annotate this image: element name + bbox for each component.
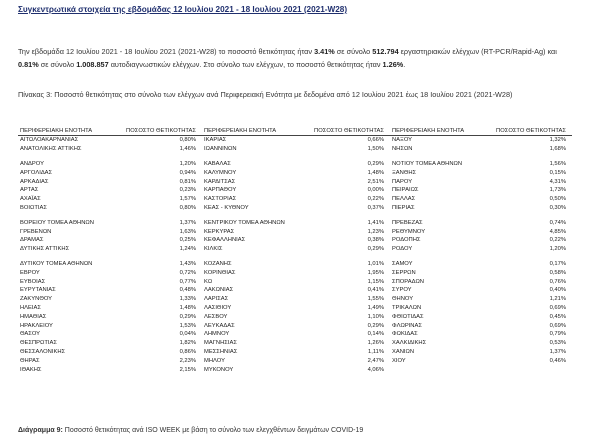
positivity-cell: 1,95%	[367, 269, 384, 276]
region-name-cell: ΣΥΡΟΥ	[392, 287, 412, 294]
positivity-cell: 0,30%	[549, 204, 566, 211]
positivity-cell: 0,58%	[549, 269, 566, 276]
positivity-cell: 0,50%	[549, 196, 566, 203]
region-name-cell: ΔΥΤΙΚΗΣ ΑΤΤΙΚΗΣ	[20, 246, 70, 253]
table-row	[18, 177, 572, 186]
total-self-tests: 1.008.857	[76, 60, 109, 69]
region-name-cell: ΣΠΟΡΑΔΩΝ	[392, 278, 424, 285]
region-name-cell: ΕΥΡΥΤΑΝΙΑΣ	[20, 287, 56, 294]
positivity-cell: 0,79%	[549, 331, 566, 338]
region-name-cell: ΘΕΣΣΑΛΟΝΙΚΗΣ	[20, 348, 66, 355]
table-row	[18, 218, 572, 227]
region-name-cell: ΦΩΚΙΔΑΣ	[392, 331, 418, 338]
region-name-cell: ΚΟΡΙΝΘΙΑΣ	[204, 269, 236, 276]
region-name-cell: ΔΡΑΜΑΣ	[20, 237, 44, 244]
positivity-cell: 1,11%	[367, 348, 384, 355]
region-name-cell: ΛΗΜΝΟΥ	[204, 331, 230, 338]
region-name-cell: ΡΟΔΟΥ	[392, 246, 413, 253]
table-row	[18, 312, 572, 321]
region-name-cell: ΚΕΦΑΛΛΗΝΙΑΣ	[204, 237, 246, 244]
header-positivity-2: ΠΟΣΟΣΤΟ ΘΕΤΙΚΟΤΗΤΑΣ	[306, 126, 390, 136]
positivity-cell: 1,46%	[179, 146, 196, 153]
region-name-cell: ΚΑΛΥΜΝΟΥ	[204, 169, 237, 176]
regions-positivity-table	[18, 126, 572, 374]
region-name-cell: ΠΙΕΡΙΑΣ	[392, 204, 415, 211]
region-name-cell	[390, 365, 494, 374]
positivity-cell	[494, 365, 572, 374]
positivity-cell: 1,82%	[179, 340, 196, 347]
region-name-cell: ΛΑΚΩΝΙΑΣ	[204, 287, 234, 294]
region-name-cell: ΞΑΝΘΗΣ	[392, 169, 417, 176]
intro-text-1: Την εβδομάδα 12 Ιουλίου 2021 - 18 Ιουλίου 2021 (2021-W28) το ποσοστό θετικότητας ήταν	[18, 47, 315, 56]
positivity-cell: 0,66%	[367, 137, 384, 144]
region-name-cell: ΙΚΑΡΙΑΣ	[204, 137, 227, 144]
diagram-caption	[18, 427, 363, 434]
table-row	[18, 260, 572, 269]
region-name-cell: ΑΧΑΪΑΣ	[20, 196, 41, 203]
region-name-cell: ΑΡΚΑΔΙΑΣ	[20, 178, 49, 185]
positivity-cell: 1,23%	[367, 228, 384, 235]
table-row	[18, 286, 572, 295]
positivity-cell: 1,63%	[179, 228, 196, 235]
region-name-cell: ΘΗΡΑΣ	[20, 357, 40, 364]
positivity-cell: 0,40%	[549, 287, 566, 294]
table-row	[18, 365, 572, 374]
diagram-label: Διάγραμμα 9:	[18, 427, 63, 434]
positivity-cell: 0,15%	[549, 169, 566, 176]
positivity-cell: 1,55%	[367, 296, 384, 303]
region-name-cell: ΘΑΣΟΥ	[20, 331, 41, 338]
positivity-cell: 1,48%	[367, 169, 384, 176]
intro-text-6: .	[403, 60, 406, 69]
intro-text-2: σε σύνολο	[334, 47, 373, 56]
positivity-cell: 0,22%	[549, 237, 566, 244]
region-name-cell: ΠΕΙΡΑΙΩΣ	[392, 187, 419, 194]
region-name-cell: ΦΛΩΡΙΝΑΣ	[392, 322, 422, 329]
region-name-cell: ΚΩ	[204, 278, 213, 285]
table-row	[18, 236, 572, 245]
region-name-cell: ΠΑΡΟΥ	[392, 178, 413, 185]
region-name-cell: ΝΟΤΙΟΥ ΤΟΜΕΑ ΑΘΗΝΩΝ	[392, 160, 463, 167]
positivity-cell: 1,10%	[367, 313, 384, 320]
region-name-cell: ΤΡΙΚΑΛΩΝ	[392, 304, 422, 311]
region-name-cell: ΚΕΡΚΥΡΑΣ	[204, 228, 235, 235]
region-name-cell: ΚΕΑΣ - ΚΥΘΝΟΥ	[204, 204, 249, 211]
region-name-cell: ΒΟΙΩΤΙΑΣ	[20, 204, 47, 211]
region-name-cell: ΕΥΒΟΙΑΣ	[20, 278, 46, 285]
positivity-cell: 0,74%	[549, 219, 566, 226]
total-pcr-tests: 512.794	[372, 47, 399, 56]
table-row	[18, 136, 572, 145]
positivity-cell: 0,69%	[549, 322, 566, 329]
region-name-cell: ΛΕΣΒΟΥ	[204, 313, 228, 320]
positivity-cell: 0,29%	[179, 313, 196, 320]
table-row	[18, 321, 572, 330]
positivity-cell: 2,51%	[367, 178, 384, 185]
header-region-3: ΠΕΡΙΦΕΡΕΙΑΚΗ ΕΝΟΤΗΤΑ	[390, 126, 494, 136]
table-row	[18, 168, 572, 177]
region-name-cell: ΡΟΔΟΠΗΣ	[392, 237, 421, 244]
positivity-cell: 0,46%	[549, 357, 566, 364]
table-row	[18, 195, 572, 204]
positivity-cell: 1,15%	[367, 278, 384, 285]
table-row	[18, 356, 572, 365]
positivity-cell: 1,20%	[179, 160, 196, 167]
region-name-cell: ΑΡΤΑΣ	[20, 187, 39, 194]
region-name-cell: ΘΗΝΟΥ	[392, 296, 414, 303]
positivity-cell: 1,41%	[367, 219, 384, 226]
table-row	[18, 145, 572, 154]
table-body	[18, 136, 572, 374]
positivity-cell: 0,29%	[367, 322, 384, 329]
region-name-cell: ΚΑΣΤΟΡΙΑΣ	[204, 196, 237, 203]
positivity-cell: 0,37%	[367, 204, 384, 211]
region-name-cell: ΚΑΒΑΛΑΣ	[204, 160, 231, 167]
region-name-cell: ΔΥΤΙΚΟΥ ΤΟΜΕΑ ΑΘΗΝΩΝ	[20, 260, 93, 267]
positivity-cell: 2,23%	[179, 357, 196, 364]
page-heading: Συγκεντρωτικά στοιχεία της εβδομάδας 12 Ιουλίου 2021 - 18 Ιουλίου 2021 (2021-W28)	[18, 5, 348, 14]
table-header-row	[18, 126, 572, 136]
positivity-cell: 0,23%	[179, 187, 196, 194]
positivity-cell: 0,94%	[179, 169, 196, 176]
positivity-cell: 0,69%	[549, 304, 566, 311]
region-name-cell: ΛΕΥΚΑΔΑΣ	[204, 322, 235, 329]
diagram-text: Ποσοστό θετικότητας ανά ISO WEEK με βάση το σύνολο των ελεγχθέντων δειγμάτων COVID-19	[62, 427, 364, 434]
positivity-cell: 1,01%	[367, 260, 384, 267]
positivity-cell: 4,31%	[549, 178, 566, 185]
region-name-cell: ΘΕΣΠΡΩΤΙΑΣ	[20, 340, 57, 347]
positivity-cell: 1,21%	[549, 296, 566, 303]
positivity-cell: 0,48%	[179, 287, 196, 294]
positivity-pcr: 3.41%	[314, 47, 335, 56]
region-name-cell: ΑΙΤΩΛΟΑΚΑΡΝΑΝΙΑΣ	[20, 137, 79, 144]
header-positivity-3: ΠΟΣΟΣΤΟ ΘΕΤΙΚΟΤΗΤΑΣ	[494, 126, 572, 136]
positivity-cell: 1,49%	[367, 304, 384, 311]
region-name-cell: ΝΗΣΩΝ	[392, 146, 413, 153]
positivity-cell: 0,14%	[367, 331, 384, 338]
region-name-cell: ΜΗΛΟΥ	[204, 357, 225, 364]
region-name-cell: ΙΘΑΚΗΣ	[20, 366, 42, 373]
region-name-cell: ΑΝΔΡΟΥ	[20, 160, 44, 167]
header-region-1: ΠΕΡΙΦΕΡΕΙΑΚΗ ΕΝΟΤΗΤΑ	[18, 126, 122, 136]
positivity-cell: 0,38%	[367, 237, 384, 244]
table-row	[18, 245, 572, 254]
region-name-cell: ΧΑΛΚΙΔΙΚΗΣ	[392, 340, 427, 347]
table-row	[18, 330, 572, 339]
intro-text-4: σε σύνολο	[38, 60, 77, 69]
positivity-cell: 1,24%	[179, 246, 196, 253]
positivity-total: 1.26%	[382, 60, 404, 69]
positivity-cell: 1,48%	[179, 304, 196, 311]
region-name-cell: ΗΜΑΘΙΑΣ	[20, 313, 47, 320]
header-positivity-1: ΠΟΣΟΣΤΟ ΘΕΤΙΚΟΤΗΤΑΣ	[122, 126, 202, 136]
positivity-cell: 1,73%	[549, 187, 566, 194]
table-row	[18, 268, 572, 277]
region-name-cell: ΣΑΜΟΥ	[392, 260, 413, 267]
table-row	[18, 295, 572, 304]
region-name-cell: ΚΕΝΤΡΙΚΟΥ ΤΟΜΕΑ ΑΘΗΝΩΝ	[204, 219, 285, 226]
intro-paragraph	[18, 45, 558, 71]
positivity-cell: 1,33%	[179, 296, 196, 303]
positivity-cell: 0,29%	[367, 246, 384, 253]
region-name-cell: ΠΡΕΒΕΖΑΣ	[392, 219, 423, 226]
positivity-cell: 0,04%	[179, 331, 196, 338]
positivity-cell: 0,81%	[179, 178, 196, 185]
positivity-cell: 1,43%	[179, 260, 196, 267]
region-name-cell: ΜΑΓΝΗΣΙΑΣ	[204, 340, 237, 347]
region-name-cell: ΠΕΛΛΑΣ	[392, 196, 416, 203]
positivity-cell: 0,53%	[549, 340, 566, 347]
region-name-cell: ΜΕΣΣΗΝΙΑΣ	[204, 348, 238, 355]
positivity-cell: 0,80%	[179, 204, 196, 211]
region-name-cell: ΑΝΑΤΟΛΙΚΗΣ ΑΤΤΙΚΗΣ	[20, 146, 82, 153]
intro-text-3: εργαστηριακών ελέγχων (RT-PCR/Rapid-Ag) και	[398, 47, 557, 56]
positivity-cell: 0,72%	[179, 269, 196, 276]
positivity-cell: 0,80%	[179, 137, 196, 144]
region-name-cell: ΚΑΡΔΙΤΣΑΣ	[204, 178, 236, 185]
positivity-cell: 0,29%	[367, 160, 384, 167]
positivity-cell: 0,17%	[549, 260, 566, 267]
region-name-cell: ΖΑΚΥΝΘΟΥ	[20, 296, 53, 303]
region-name-cell: ΣΕΡΡΩΝ	[392, 269, 416, 276]
positivity-cell: 2,47%	[367, 357, 384, 364]
positivity-cell: 1,50%	[367, 146, 384, 153]
positivity-cell: 1,37%	[179, 219, 196, 226]
positivity-cell: 1,26%	[367, 340, 384, 347]
region-name-cell: ΛΑΣΙΘΙΟΥ	[204, 304, 232, 311]
region-name-cell: ΒΟΡΕΙΟΥ ΤΟΜΕΑ ΑΘΗΝΩΝ	[20, 219, 94, 226]
region-name-cell: ΡΕΘΥΜΝΟΥ	[392, 228, 426, 235]
positivity-cell: 1,53%	[179, 322, 196, 329]
positivity-cell: 0,00%	[367, 187, 384, 194]
positivity-cell: 4,06%	[367, 366, 384, 373]
intro-text-5: αυτοδιαγνωστικών ελέγχων. Στο σύνολο των ελέγχων, το ποσοστό θετικότητας ήταν	[108, 60, 383, 69]
table-row	[18, 160, 572, 169]
table-caption: Πίνακας 3: Ποσοστό θετικότητας στο σύνολο των ελέγχων ανά Περιφερειακή Ενότητα με δεδομένα από 12 Ιουλίου 2021 έως 18 Ιουλίου 2021 (2021-W28)	[18, 90, 513, 99]
region-name-cell: ΝΑΞΟΥ	[392, 137, 413, 144]
positivity-cell: 0,77%	[179, 278, 196, 285]
region-name-cell: ΚΑΡΠΑΘΟΥ	[204, 187, 237, 194]
positivity-cell: 0,45%	[549, 313, 566, 320]
positivity-cell: 4,85%	[549, 228, 566, 235]
region-name-cell: ΑΡΓΟΛΙΔΑΣ	[20, 169, 53, 176]
region-name-cell: ΚΟΖΑΝΗΣ	[204, 260, 232, 267]
region-name-cell: ΙΩΑΝΝΙΝΩΝ	[204, 146, 237, 153]
region-name-cell: ΚΙΛΚΙΣ	[204, 246, 223, 253]
positivity-cell: 1,32%	[549, 137, 566, 144]
table-row	[18, 339, 572, 348]
positivity-cell: 2,15%	[179, 366, 196, 373]
region-name-cell: ΧΙΟΥ	[392, 357, 406, 364]
header-region-2: ΠΕΡΙΦΕΡΕΙΑΚΗ ΕΝΟΤΗΤΑ	[202, 126, 306, 136]
positivity-cell: 1,57%	[179, 196, 196, 203]
table-row	[18, 277, 572, 286]
positivity-cell: 1,68%	[549, 146, 566, 153]
positivity-cell: 0,41%	[367, 287, 384, 294]
region-name-cell: ΕΒΡΟΥ	[20, 269, 40, 276]
table-row	[18, 204, 572, 213]
region-name-cell: ΓΡΕΒΕΝΩΝ	[20, 228, 52, 235]
positivity-cell: 1,56%	[549, 160, 566, 167]
positivity-cell: 0,76%	[549, 278, 566, 285]
region-name-cell: ΗΡΑΚΛΕΙΟΥ	[20, 322, 53, 329]
region-name-cell: ΛΑΡΙΣΑΣ	[204, 296, 229, 303]
positivity-cell: 0,86%	[179, 348, 196, 355]
region-name-cell: ΧΑΝΙΩΝ	[392, 348, 415, 355]
region-name-cell: ΜΥΚΟΝΟΥ	[204, 366, 234, 373]
positivity-cell: 0,25%	[179, 237, 196, 244]
table-row	[18, 186, 572, 195]
positivity-self-tests: 0.81%	[18, 60, 39, 69]
positivity-cell: 0,22%	[367, 196, 384, 203]
positivity-cell: 1,37%	[549, 348, 566, 355]
table-row	[18, 227, 572, 236]
region-name-cell: ΦΘΙΩΤΙΔΑΣ	[392, 313, 424, 320]
table-row	[18, 348, 572, 357]
table-row	[18, 304, 572, 313]
region-name-cell: ΗΛΕΙΑΣ	[20, 304, 41, 311]
positivity-cell: 1,20%	[549, 246, 566, 253]
